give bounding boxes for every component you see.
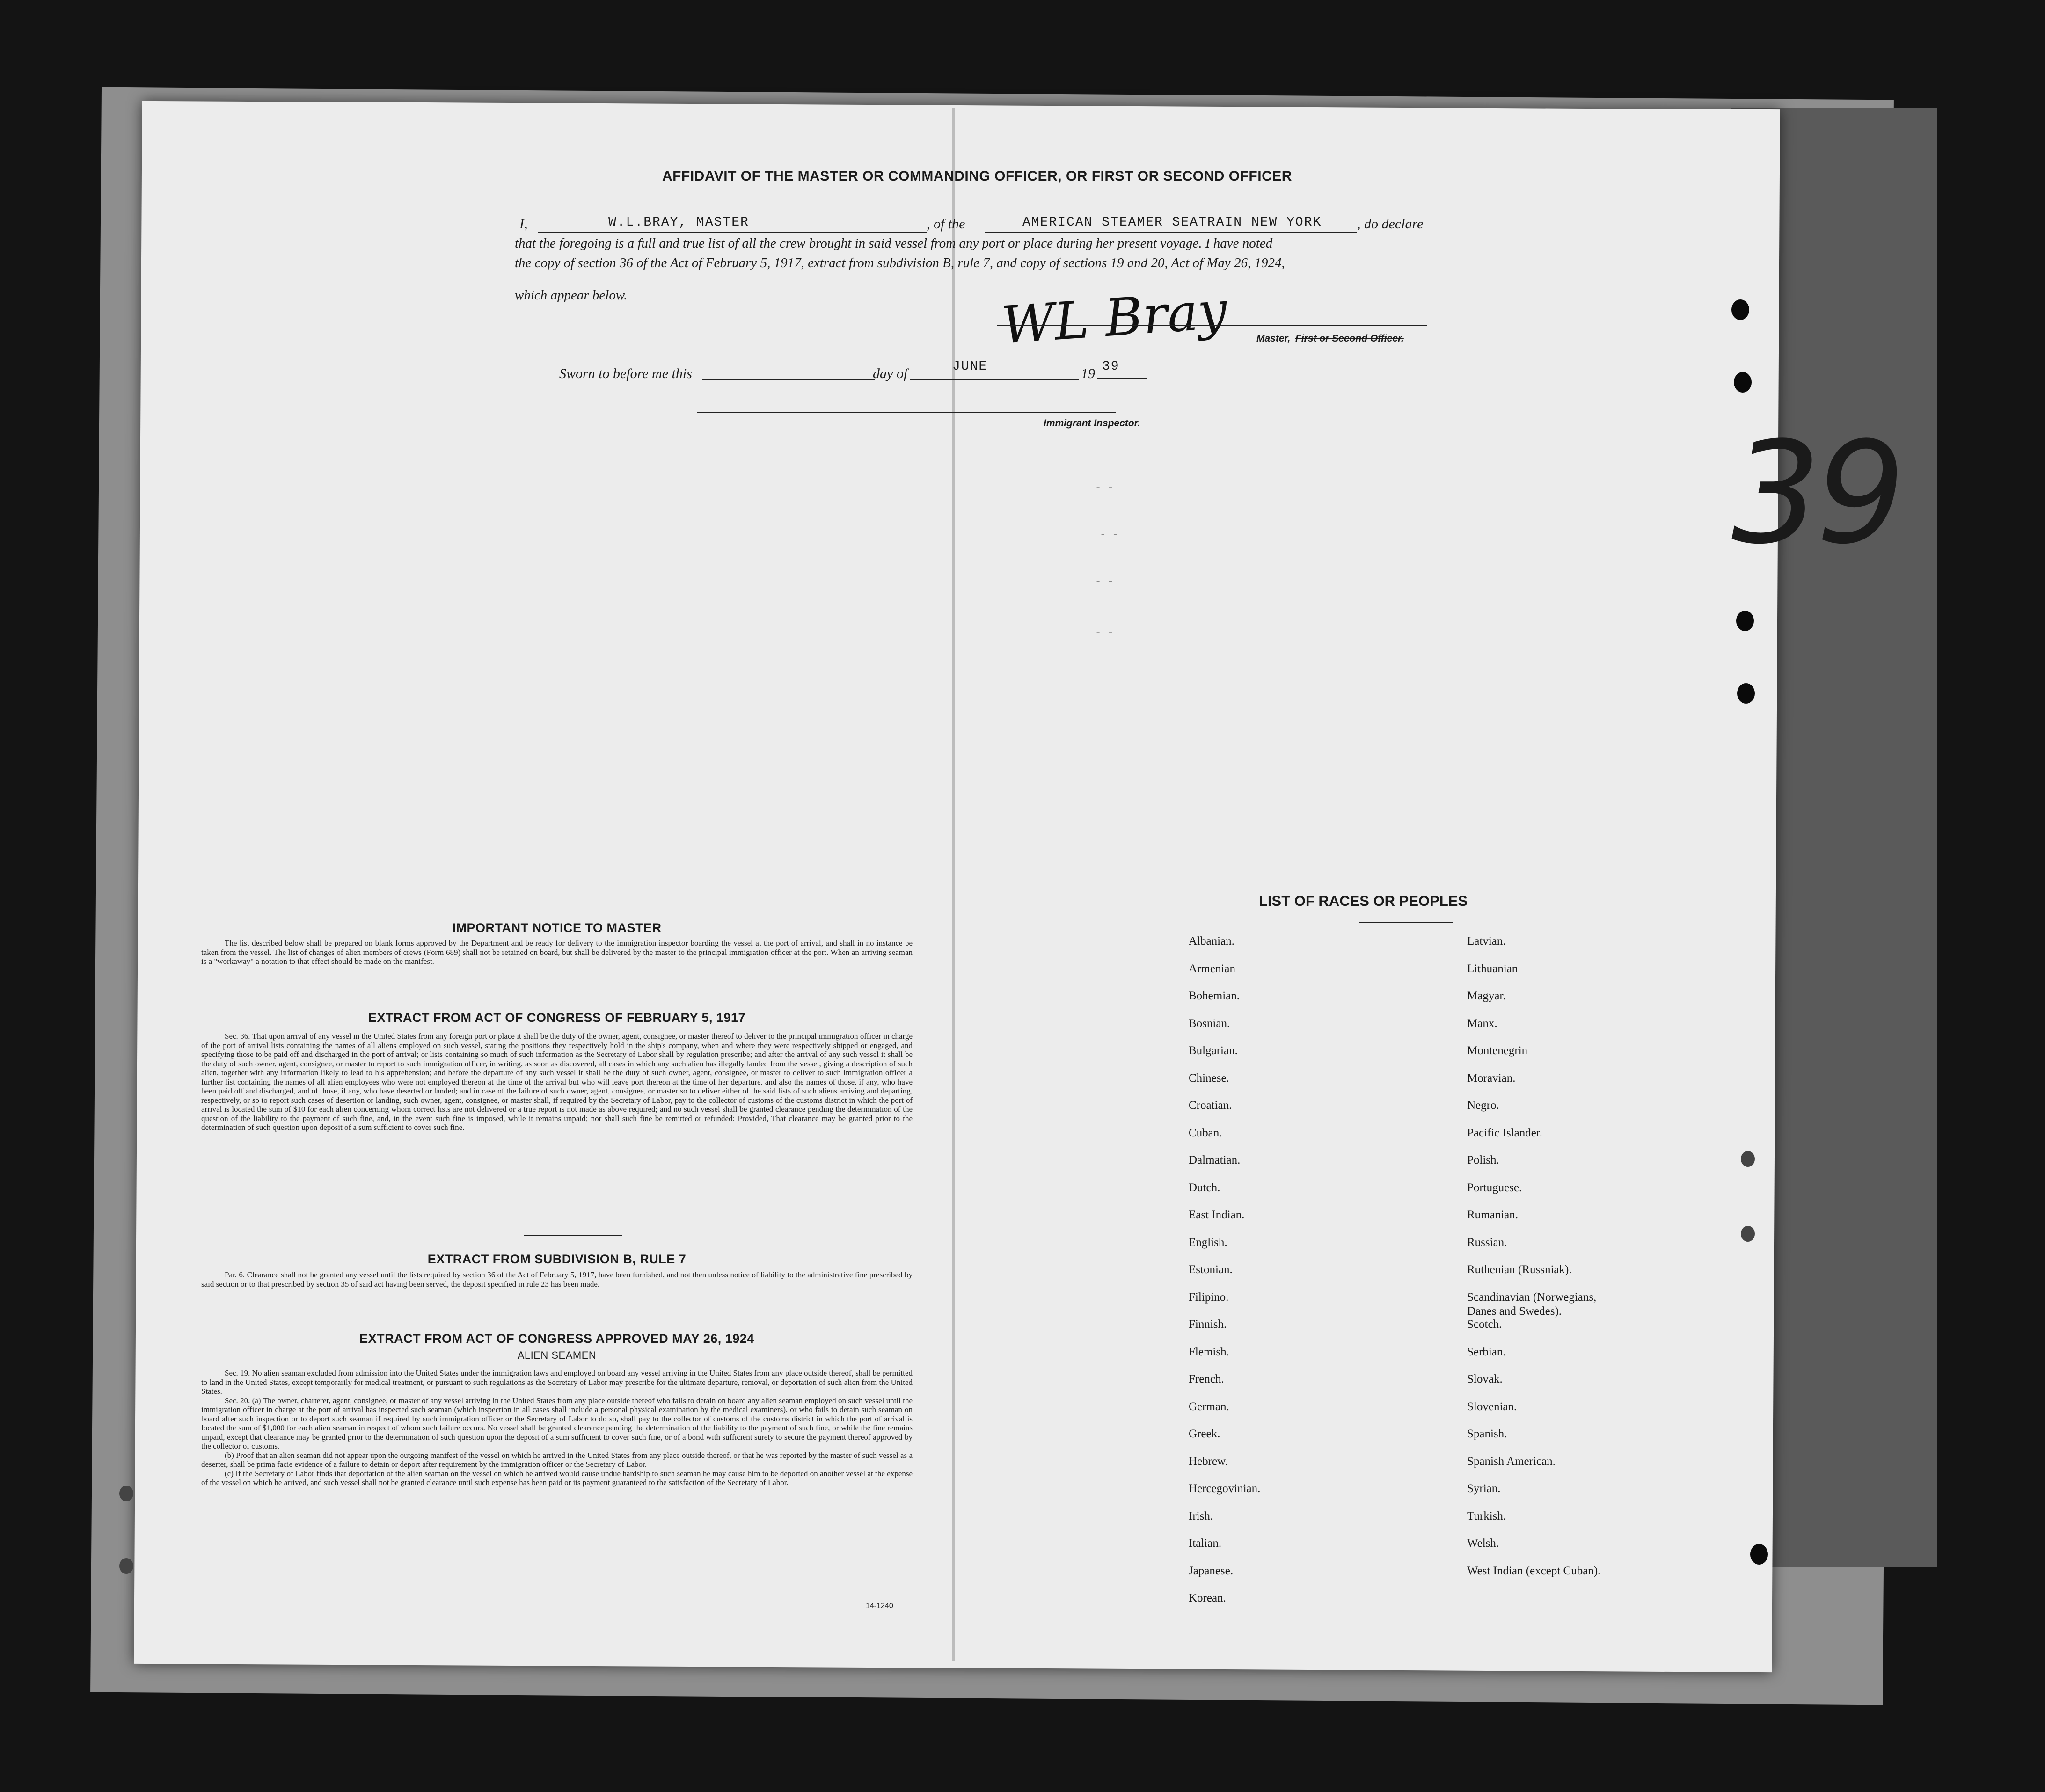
par6-paragraph: Par. 6. Clearance shall not be granted any vessel until the lists required by section 36 of the Act of February 5, 1917, have been furnished, and not then unless notice of liability to the administrative fine prescribed by said section or to that prescribed by section 35 of said act having been served, the deposit specified in rule 23 has been made.	[201, 1270, 913, 1289]
extract-1917-title: EXTRACT FROM ACT OF CONGRESS OF FEBRUARY 5, 1917	[368, 1011, 746, 1025]
bleed-through-mark: - -	[1095, 575, 1114, 587]
race-item: Irish.	[1189, 1509, 1213, 1522]
of-the: , of the	[927, 216, 965, 232]
race-item: Welsh.	[1467, 1537, 1499, 1550]
race-item: Manx.	[1467, 1017, 1497, 1030]
race-item: German.	[1189, 1400, 1229, 1413]
race-item: Latvian.	[1467, 935, 1506, 947]
name-line	[538, 232, 927, 233]
race-item: Polish.	[1467, 1154, 1499, 1166]
vessel-name: AMERICAN STEAMER SEATRAIN NEW YORK	[1022, 215, 1322, 230]
race-item: Korean.	[1189, 1592, 1226, 1604]
race-item: Hercegovinian.	[1189, 1482, 1261, 1495]
race-item: Estonian.	[1189, 1263, 1233, 1276]
i-label: I,	[519, 216, 528, 232]
race-item: Flemish.	[1189, 1345, 1229, 1358]
extract-1924-title: EXTRACT FROM ACT OF CONGRESS APPROVED MAY 26, 1924	[359, 1332, 754, 1346]
binder-hole	[1737, 683, 1755, 704]
race-item: Rumanian.	[1467, 1209, 1519, 1221]
race-item: Serbian.	[1467, 1345, 1506, 1358]
sec20a-paragraph: Sec. 20. (a) The owner, charterer, agent, consignee, or master of any vessel arriving in the United States from any place outside thereof who fails to detain on board any alien seaman employed on such vessel until the immigration officer in charge at the port of arrival has inspected such seaman (which inspection in all cases shall include a personal physical examination by the medical examiners), or who fails to detain such seaman on board after such inspection or to deport such seaman if required by such immigration officer or the Secretary of Labor to do so, shall pay to the collector of customs of the customs district in which the port of arrival is located the sum of $1,000 for each alien seaman in respect of whom such failure occurs. No vessel shall be granted clearance pending the determination of the liability to the payment of such fine, or while the fine remains unpaid, except that clearance may be granted prior to the determination of such question upon the deposit of a sum sufficient to cover such fine, or of a bond with sufficient surety to secure the payment thereof approved by the collector of customs.	[201, 1396, 913, 1450]
affidavit-line-3: the copy of section 36 of the Act of February 5, 1917, extract from subdivision B, rule 7, and copy of sections 19 and 20, Act of May 26, 1924,	[515, 255, 1285, 270]
race-item: Moravian.	[1467, 1071, 1516, 1085]
race-item: Lithuanian	[1467, 962, 1518, 975]
margin-number: 39	[1731, 412, 1901, 575]
race-item: Portuguese.	[1467, 1181, 1522, 1194]
race-item: Japanese.	[1189, 1564, 1234, 1577]
binder-hole	[1741, 1226, 1755, 1242]
race-item: Cuban.	[1189, 1126, 1222, 1139]
binder-hole	[119, 1558, 133, 1574]
race-item: Italian.	[1189, 1537, 1222, 1550]
notice-paragraph: The list described below shall be prepared on blank forms approved by the Department and be ready for delivery to the immigration inspector boarding the vessel at the port of arrival, and shall in no instance be taken from the vessel. The list of changes of alien members of crews (Form 689) shall not be retained on board, but shall be delivered by the master to the principal immigration officer at the port. When an arriving seaman is a "workaway" a notation to that effect should be made on the manifest.	[201, 939, 913, 966]
center-fold	[952, 108, 955, 1661]
race-item: Finnish.	[1189, 1318, 1227, 1331]
binder-hole	[1736, 611, 1754, 631]
sec19-paragraph: Sec. 19. No alien seaman excluded from admission into the United States under the immigration laws and employed on board any vessel arriving in the United States from any place outside thereof, shall be permitted to land in the United States, except temporarily for medical treatment, or pursuant to such regulations as the Secretary of Labor may prescribe for the ultimate departure, removal, or deportation of such alien from the United States.	[201, 1369, 913, 1396]
sworn-day-line	[702, 379, 875, 380]
race-item: Turkish.	[1467, 1509, 1506, 1522]
section-rule	[524, 1235, 622, 1236]
inspector-label: Immigrant Inspector.	[1044, 418, 1140, 429]
race-item: Bosnian.	[1189, 1017, 1230, 1030]
day-of-label: day of	[873, 366, 908, 381]
race-item: Bulgarian.	[1189, 1044, 1238, 1057]
affidavit-line-2: that the foregoing is a full and true list of all the crew brought in said vessel from any port or place during her present voyage. I have noted	[515, 236, 1273, 251]
bleed-through-mark: - -	[1095, 627, 1114, 639]
race-item: Russian.	[1467, 1236, 1507, 1249]
race-item: Negro.	[1467, 1099, 1499, 1112]
race-item: Scandinavian (Norwegians,	[1467, 1290, 1597, 1304]
race-item: Pacific Islander.	[1467, 1126, 1543, 1139]
race-item: Danes and Swedes).	[1467, 1304, 1562, 1318]
extract-1917-text	[201, 1032, 913, 1132]
sworn-label: Sworn to before me this	[559, 366, 692, 381]
master-signature: WL Bray	[1000, 280, 1229, 356]
sec20c-paragraph: (c) If the Secretary of Labor finds that deportation of the alien seaman on the vessel on which he arrived would cause undue hardship to such seaman he may cause him to be deported on another vessel at the expense of the vessel on which he arrived, and such vessel shall not be granted clearance until such expense has been paid or its payment guaranteed to the satisfaction of the Secretary of Labor.	[201, 1469, 913, 1487]
sec36-paragraph: Sec. 36. That upon arrival of any vessel in the United States from any foreign port or place it shall be the duty of the owner, agent, consignee, or master thereof to deliver to the principal immigration officer in charge of the port of arrival lists containing the names of all aliens employed on such vessel, stating the positions they respectively hold in the ship's company, when and where they were respectively shipped or engaged, and specifying those to be paid off and discharged in the port of arrival; or lists containing so much of such information as the Secretary of Labor shall by regulation prescribe; and after the arrival of any such vessel it shall be the duty of such owner, agent, consignee, or master to report to such immigration officer, in writing, as soon as discovered, all cases in which any such alien has illegally landed from the vessel, giving a description of such alien, together with any information likely to lead to his apprehension; and before the departure of any such vessel it shall be the duty of such owner, agent, consignee, or master to deliver to such immigration officer a further list containing the names of all alien employees who were not employed thereon at the time of the arrival but who will leave port thereon at the time of her departure, and also the names of those, if any, who have been paid off and discharged, and of those, if any, who have deserted or landed; and in case of the failure of such owner, agent, consignee, or master so to deliver either of the said lists of such aliens arriving and departing, respectively, or so to report such cases of desertion or landing, such owner, agent, consignee, or master shall, if required by the Secretary of Labor, pay to the collector of customs of the customs district in which the port of arrival is located the sum of $10 for each alien concerning whom correct lists are not delivered or a true report is not made as above required; and no such vessel shall be granted clearance pending the determination of the question of the liability to the payment of such fine, and, in the event such fine is imposed, while it remains unpaid; nor shall such fine be remitted or refunded: Provided, That clearance may be granted prior to the determination of such question upon deposit of a sum sufficient to cover such fine.	[201, 1032, 913, 1132]
races-title-rule	[1359, 922, 1453, 923]
year-line	[1097, 378, 1147, 379]
master-name: W.L.BRAY, MASTER	[608, 215, 749, 230]
race-item: Albanian.	[1189, 935, 1234, 947]
do-declare: , do declare	[1357, 216, 1424, 232]
signature-line	[997, 325, 1427, 326]
rule7-text	[201, 1270, 913, 1289]
race-item: East Indian.	[1189, 1209, 1245, 1221]
sworn-month: JUNE	[952, 359, 988, 374]
binder-hole	[119, 1486, 133, 1501]
binder-hole	[1734, 372, 1752, 393]
year-prefix: 19	[1081, 366, 1095, 381]
first-second-officer-struck: First or Second Officer.	[1295, 333, 1404, 344]
binder-hole	[1750, 1544, 1768, 1565]
rule7-title: EXTRACT FROM SUBDIVISION B, RULE 7	[427, 1252, 687, 1266]
affidavit-title: AFFIDAVIT OF THE MASTER OR COMMANDING OFFICER, OR FIRST OR SECOND OFFICER	[662, 168, 1292, 184]
races-title: LIST OF RACES OR PEOPLES	[1259, 893, 1468, 909]
year-suffix: 39	[1102, 359, 1120, 374]
race-item: Bohemian.	[1189, 990, 1240, 1002]
inspector-line	[697, 412, 1116, 413]
notice-title: IMPORTANT NOTICE TO MASTER	[452, 921, 662, 935]
race-item: Slovak.	[1467, 1373, 1503, 1385]
binder-hole	[1731, 299, 1749, 320]
race-item: Spanish.	[1467, 1428, 1507, 1440]
bleed-through-mark: - -	[1100, 529, 1118, 540]
race-item: Magyar.	[1467, 990, 1506, 1002]
race-item: Scotch.	[1467, 1318, 1502, 1331]
affidavit-line-4: which appear below.	[515, 288, 628, 303]
race-item: Ruthenian (Russniak).	[1467, 1263, 1572, 1276]
race-item: Montenegrin	[1467, 1044, 1528, 1057]
race-item: Chinese.	[1189, 1071, 1229, 1085]
race-item: English.	[1189, 1236, 1227, 1249]
form-number: 14-1240	[866, 1602, 893, 1610]
race-item: Syrian.	[1467, 1482, 1501, 1495]
race-item: French.	[1189, 1373, 1224, 1385]
binder-hole	[1741, 1151, 1755, 1167]
race-item: Dalmatian.	[1189, 1154, 1241, 1166]
race-item: West Indian (except Cuban).	[1467, 1564, 1601, 1577]
race-item: Filipino.	[1189, 1290, 1229, 1304]
race-item: Spanish American.	[1467, 1455, 1556, 1468]
race-item: Croatian.	[1189, 1099, 1232, 1112]
alien-seamen-subtitle: ALIEN SEAMEN	[517, 1349, 597, 1361]
extract-1924-text	[201, 1369, 913, 1487]
race-item: Dutch.	[1189, 1181, 1220, 1194]
race-item: Armenian	[1189, 962, 1235, 975]
master-label: Master,	[1256, 333, 1291, 344]
race-item: Slovenian.	[1467, 1400, 1517, 1413]
race-item: Hebrew.	[1189, 1455, 1228, 1468]
notice-text	[201, 939, 913, 966]
race-item: Greek.	[1189, 1428, 1220, 1440]
vessel-line	[985, 232, 1357, 233]
bleed-through-mark: - -	[1095, 482, 1114, 494]
sec20b-paragraph: (b) Proof that an alien seaman did not appear upon the outgoing manifest of the vessel on which he arrived in the United States from any place outside thereof, or that he was reported by the master of such vessel as a deserter, shall be prima facie evidence of a failure to detain or deport after requirement by the immigration officer or the Secretary of Labor.	[201, 1450, 913, 1469]
sworn-month-line	[910, 379, 1079, 380]
